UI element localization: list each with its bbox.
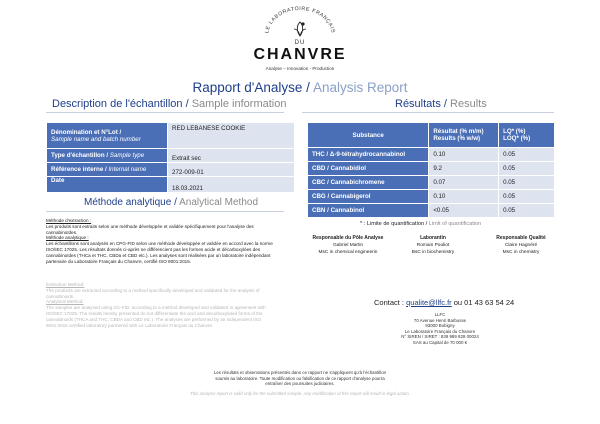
- results-row: [308, 162, 555, 176]
- contact-email-link[interactable]: qualite@llfc.fr: [406, 298, 452, 307]
- results-row: [308, 190, 555, 204]
- report-title-fr: Rapport d'Analyse: [192, 80, 303, 95]
- logo-du: DU: [294, 40, 306, 46]
- results-value: <0.05: [429, 204, 499, 218]
- sample-row-label: Dénomination et N°Lot / Sample name and batch number: [47, 123, 168, 149]
- method-section-rule: [46, 211, 284, 212]
- extraction-method-heading: Méthode d'extraction :: [46, 218, 92, 223]
- signature-block: [300, 235, 396, 256]
- sample-row-value: 272-009-01: [168, 163, 295, 177]
- results-table: [307, 122, 555, 218]
- signature-role: Laborantin: [420, 235, 446, 241]
- results-substance: CBC / Cannabichromene: [308, 176, 429, 190]
- signature-role: Responsable Qualité: [496, 235, 546, 241]
- signature-name: Romain Pouliot: [416, 243, 450, 248]
- sample-row: [47, 149, 295, 163]
- report-title: Rapport d'Analyse / Analysis Report: [192, 80, 408, 95]
- sample-row: [47, 163, 295, 177]
- extraction-method-text: Les produits sont extraits selon une méthode développée et validée spécifiquement pour l'analyse des cannabinoïdes.: [46, 223, 254, 235]
- report-title-en: Analysis Report: [312, 80, 408, 95]
- results-value: 0.10: [429, 190, 499, 204]
- svg-text:LE LABORATOIRE FRANÇAIS: LE LABORATOIRE FRANÇAIS: [264, 5, 336, 34]
- logo-name: CHANVRE: [253, 46, 347, 63]
- footer-disclaimer-en: This analysis report is valid only for the submitted sample. Any modification of this report will result in legal action.: [190, 391, 410, 396]
- signature-block: [398, 235, 468, 256]
- signature-degree: MsC in chemistry: [502, 250, 540, 255]
- results-value: 9.2: [429, 162, 499, 176]
- sample-section-rule: [46, 112, 284, 113]
- results-substance: CBD / Cannabidiol: [308, 162, 429, 176]
- header-result: Résultat (% m/m) Results (% w/w): [429, 123, 499, 148]
- analytical-method-text: Les échantillons sont analysés en CPG-FID selon une méthode développée et validée en accord avec la norme ISO/IEC 17025. Les résultats donnés ci-après ne différencient pas les formes acide et décarboxylées des cannabinoïdes (THCa et THC, CBDa et CBD etc.). Les analyses sont réalisées par un laboratoire indépendant partenaire du Laboratoire Français du Chanvre, certifié ISO 9001:2015.: [46, 241, 273, 264]
- sample-row-label: Date: [47, 177, 168, 193]
- results-substance: THC / Δ-9-tétrahydrocannabinol: [308, 148, 429, 162]
- results-substance: CBN / Cannabinol: [308, 204, 429, 218]
- method-text-fr: [46, 218, 282, 264]
- results-lq: 0.05: [499, 162, 555, 176]
- results-row: [308, 148, 555, 162]
- company-address: LLFC 70 Avenue Henri Barbusse 93000 Bobigny Le Laboratoire Français du Chanvre N° SIREN / SIRET : 839 989 829 00024 SAS au Capital de 70 000 €: [401, 312, 479, 345]
- sample-table: [46, 122, 295, 193]
- sample-row: [47, 123, 295, 149]
- results-lq: 0.05: [499, 148, 555, 162]
- results-value: 0.10: [429, 148, 499, 162]
- method-section-title: Méthode analytique / Analytical Method: [84, 197, 259, 208]
- results-header-row: [308, 123, 555, 148]
- contact-line: Contact : qualite@llfc.fr ou 01 43 63 54 24: [374, 298, 515, 307]
- results-lq: 0.05: [499, 204, 555, 218]
- analytical-method-heading-en: Analytical Method:: [46, 299, 84, 305]
- footer-disclaimer-fr: Les résultats et observations présentés dans ce rapport ne s'appliquent qu'à l'échantillon soumis au laboratoire. Toute modification ou falsification de ce rapport d'analyse pourra entraîner des poursuites judiciaires.: [213, 370, 387, 387]
- lq-footnote: * : Limite de quantification / Limit of quantification: [360, 221, 482, 227]
- signature-role: Responsable du Pôle Analyse: [312, 235, 384, 241]
- results-substance: CBG / Cannabigerol: [308, 190, 429, 204]
- analytical-method-heading: Méthode analytique :: [46, 235, 89, 241]
- sample-section-title: Description de l'échantillon / Sample information: [52, 98, 287, 110]
- signature-degree: BsC in biochemistry: [411, 250, 455, 255]
- results-section-rule: [302, 112, 554, 113]
- sample-row: [47, 177, 295, 193]
- results-row: [308, 176, 555, 190]
- logo-emblem: [290, 20, 310, 38]
- header-lq: LQ* (%) LOQ* (%): [499, 123, 555, 148]
- logo-tagline: Analyse – Innovation - Production: [265, 66, 335, 71]
- signature-block: [478, 235, 564, 256]
- sample-row-value: 18.03.2021: [168, 177, 295, 193]
- method-text-en: [46, 282, 282, 328]
- signature-degree: MsC in chemical engineerin: [318, 250, 378, 255]
- extraction-method-heading-en: Extraction Method:: [46, 282, 85, 287]
- results-value: 0.07: [429, 176, 499, 190]
- signature-name: Claire Hagnéré: [504, 243, 538, 248]
- sample-row-value: RED LEBANESE COOKIE: [168, 123, 295, 149]
- results-row: [308, 204, 555, 218]
- results-lq: 0.05: [499, 176, 555, 190]
- signature-name: Gabriel Martin: [332, 243, 364, 248]
- header-substance: Substance: [308, 123, 429, 148]
- results-lq: 0.05: [499, 190, 555, 204]
- sample-row-label: Type d'échantillon / Sample type: [47, 149, 168, 163]
- sample-row-label: Référence interne / Internal name: [47, 163, 168, 177]
- sample-row-value: Extrait sec: [168, 149, 295, 163]
- results-section-title: Résultats / Results: [395, 98, 487, 110]
- extraction-method-text-en: The products are extracted according to a method specifically developed and validated for the analysis of cannabinoids.: [46, 287, 260, 299]
- analytical-method-text-en: The samples are analysed using GC-FID, according to a method developed and validated in agreement with ISO/IEC 17025. The results hereby presented do not differentiate the acid and decarboxylated forms of the cannabinoids (THCA and THC, CBDA and CBD etc.). The analyses are performed by an independent ISO 9001:2015 certified laboratory partnered with Le Laboratoire Français du Chanvre.: [46, 305, 266, 328]
